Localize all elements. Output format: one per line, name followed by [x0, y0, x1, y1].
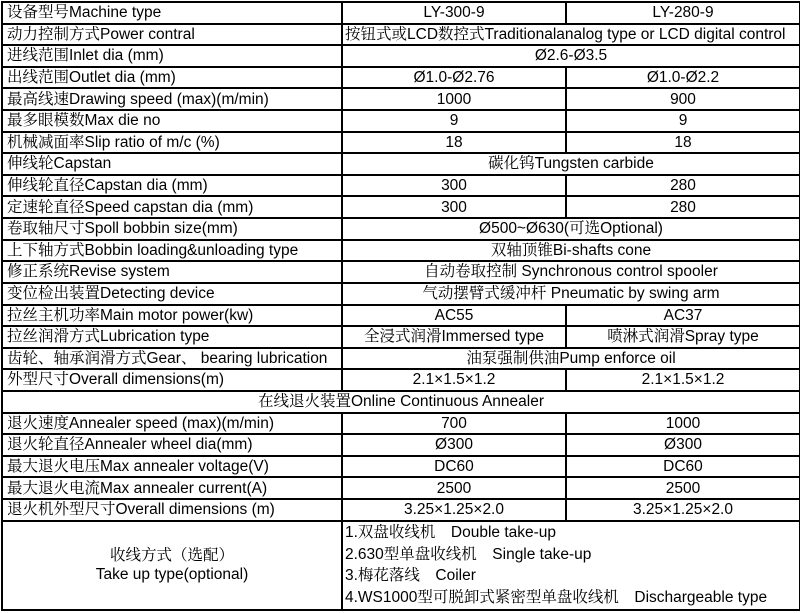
row-capstan-dia: [2, 175, 800, 197]
row-max-annealer-current: [2, 477, 800, 499]
take-up-option-3: 3.梅花落线 Coiler: [345, 567, 476, 585]
value-ly280: 9: [566, 110, 800, 132]
value-ly280: AC37: [566, 305, 800, 327]
row-main-motor-power: [2, 305, 800, 327]
value-ly300: 全浸式润滑Immersed type: [342, 326, 566, 348]
take-up-label-en: Take up type(optional): [95, 566, 249, 584]
row-label: 最大退火电流Max annealer current(A): [2, 477, 342, 499]
row-label: [2, 521, 342, 610]
value-ly300: LY-300-9: [342, 2, 566, 24]
value-ly280: 280: [566, 196, 800, 218]
value-ly300: AC55: [342, 305, 566, 327]
value-merged: 碳化钨Tungsten carbide: [342, 153, 800, 175]
row-label: 最高线速Drawing speed (max)(m/min): [2, 88, 342, 110]
value-ly280: 900: [566, 88, 800, 110]
row-annealer-wheel-dia: [2, 434, 800, 456]
row-label: 伸线轮直径Capstan dia (mm): [2, 175, 342, 197]
value-ly280: 18: [566, 132, 800, 154]
row-label: 退火轮直径Annealer wheel dia(mm): [2, 434, 342, 456]
value-ly300: 300: [342, 175, 566, 197]
value-merged: Ø500~Ø630(可选Optional): [342, 218, 800, 240]
value-ly300: DC60: [342, 456, 566, 478]
row-label: 上下轴方式Bobbin loading&unloading type: [2, 240, 342, 262]
row-label: 退火机外型尺寸Overall dimensions (m): [2, 499, 342, 521]
value-merged: 油泵强制供油Pump enforce oil: [342, 348, 800, 370]
value-ly280: 喷淋式润滑Spray type: [566, 326, 800, 348]
spec-table: [1, 1, 800, 611]
value-ly280: DC60: [566, 456, 800, 478]
row-detecting-device: [2, 283, 800, 305]
take-up-label-cn: 收线方式（选配）: [109, 546, 234, 564]
row-outlet-dia: [2, 67, 800, 89]
row-gear-bearing-lubrication: [2, 348, 800, 370]
row-label: 定速轮直径Speed capstan dia (mm): [2, 196, 342, 218]
row-take-up-type: [2, 521, 800, 610]
value-ly280: LY-280-9: [566, 2, 800, 24]
row-label: 最大退火电压Max annealer voltage(V): [2, 456, 342, 478]
value-ly300: 1000: [342, 88, 566, 110]
row-label: 出线范围Outlet dia (mm): [2, 67, 342, 89]
value-merged: 按钮式或LCD数控式Traditionalanalog type or LCD digital control: [342, 24, 800, 46]
row-drawing-speed: [2, 88, 800, 110]
row-label: 进线范围Inlet dia (mm): [2, 45, 342, 67]
row-lubrication-type: [2, 326, 800, 348]
section-header: 在线退火装置Online Continuous Annealer: [2, 391, 800, 413]
row-label: 拉丝主机功率Main motor power(kw): [2, 305, 342, 327]
row-label: 修正系统Revise system: [2, 261, 342, 283]
row-label: 伸线轮Capstan: [2, 153, 342, 175]
value-ly280: 3.25×1.25×2.0: [566, 499, 800, 521]
row-machine-type: [2, 2, 800, 24]
value-ly280: Ø300: [566, 434, 800, 456]
value-merged: Ø2.6-Ø3.5: [342, 45, 800, 67]
value-merged: 双轴顶锥Bi-shafts cone: [342, 240, 800, 262]
row-annealer-section-header: [2, 391, 800, 413]
value-merged: 自动卷取控制 Synchronous control spooler: [342, 261, 800, 283]
value-ly300: 18: [342, 132, 566, 154]
value-ly300: Ø1.0-Ø2.76: [342, 67, 566, 89]
row-capstan: [2, 153, 800, 175]
row-inlet-dia: [2, 45, 800, 67]
row-bobbin-size: [2, 218, 800, 240]
row-annealer-overall-dimensions: [2, 499, 800, 521]
take-up-option-1: 1.双盘收线机 Double take-up: [345, 524, 557, 542]
row-power-control: [2, 24, 800, 46]
value-ly280: 2500: [566, 477, 800, 499]
row-label: 动力控制方式Power contral: [2, 24, 342, 46]
row-label: 退火速度Annealer speed (max)(m/min): [2, 413, 342, 435]
row-max-die-no: [2, 110, 800, 132]
take-up-option-2: 2.630型单盘收线机 Single take-up: [345, 545, 592, 563]
value-ly280: 2.1×1.5×1.2: [566, 369, 800, 391]
value-ly280: 280: [566, 175, 800, 197]
row-label: 变位检出装置Detecting device: [2, 283, 342, 305]
value-ly280: Ø1.0-Ø2.2: [566, 67, 800, 89]
row-label: 拉丝润滑方式Lubrication type: [2, 326, 342, 348]
value-ly300: 3.25×1.25×2.0: [342, 499, 566, 521]
row-max-annealer-voltage: [2, 456, 800, 478]
take-up-option-4: 4.WS1000型可脱卸式紧密型单盘收线机 Dischargeable type: [345, 588, 768, 606]
value-ly280: 1000: [566, 413, 800, 435]
value-merged: 气动摆臂式缓冲杆 Pneumatic by swing arm: [342, 283, 800, 305]
row-overall-dimensions: [2, 369, 800, 391]
row-label: 机械减面率Slip ratio of m/c (%): [2, 132, 342, 154]
value-ly300: 2500: [342, 477, 566, 499]
row-slip-ratio: [2, 132, 800, 154]
row-label: 卷取轴尺寸Spoll bobbin size(mm): [2, 218, 342, 240]
value-ly300: Ø300: [342, 434, 566, 456]
row-speed-capstan-dia: [2, 196, 800, 218]
row-label: 齿轮、轴承润滑方式Gear、 bearing lubrication: [2, 348, 342, 370]
row-annealer-speed: [2, 413, 800, 435]
value-ly300: 300: [342, 196, 566, 218]
row-bobbin-loading: [2, 240, 800, 262]
value-ly300: 2.1×1.5×1.2: [342, 369, 566, 391]
row-label: 最多眼模数Max die no: [2, 110, 342, 132]
value-ly300: 9: [342, 110, 566, 132]
row-label: 设备型号Machine type: [2, 2, 342, 24]
take-up-options: [342, 521, 800, 610]
value-ly300: 700: [342, 413, 566, 435]
row-revise-system: [2, 261, 800, 283]
row-label: 外型尺寸Overall dimensions(m): [2, 369, 342, 391]
